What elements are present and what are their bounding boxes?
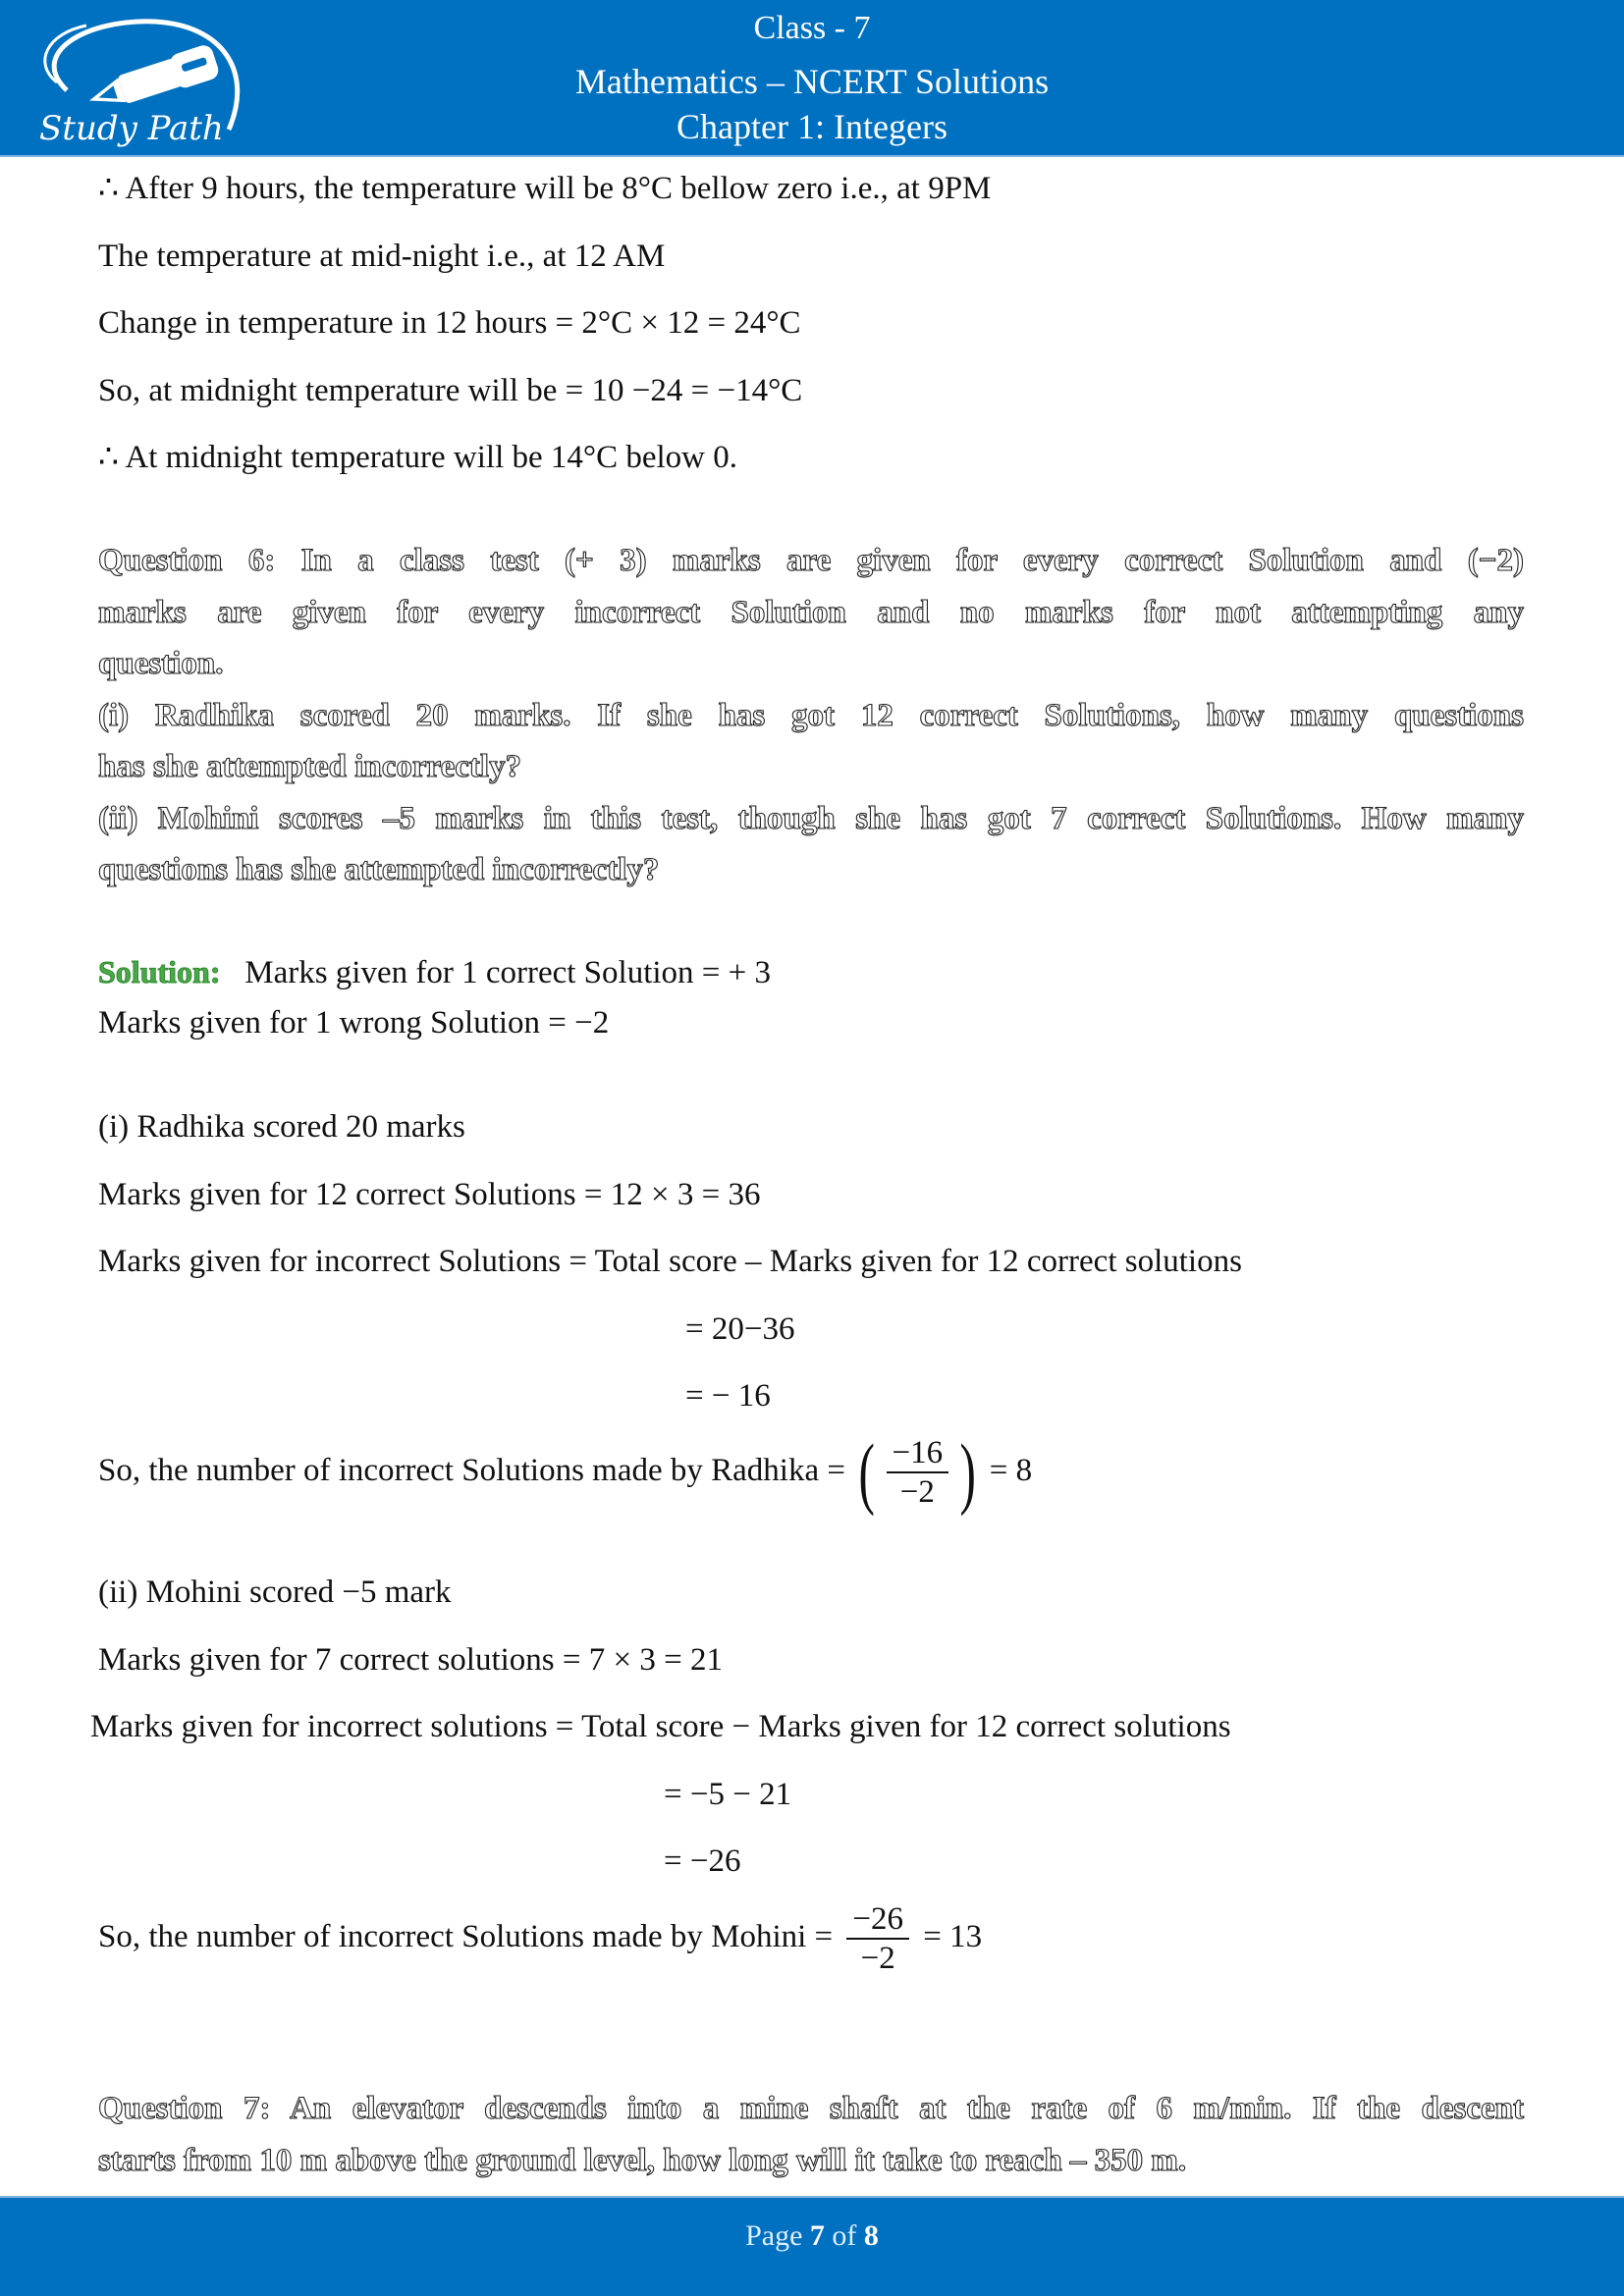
result-line: So, the number of incorrect Solutions made by Radhika = ( $\frac{-16}{-2}$ ) = 8 [98,1427,1033,1518]
equation-step: = − 16 [685,1378,771,1414]
text-line: Marks given for 1 correct Solution = + 3 [244,955,772,990]
text-line: ∴ At midnight temperature will be 14°C below 0. [98,440,738,475]
solution-label: Solution: [98,954,221,989]
svg-text:Study Path: Study Path [39,109,224,148]
current-page: 7 [809,2219,825,2252]
fraction: $\frac{-26}{-2}$ [846,1900,909,1977]
text-line: Marks given for incorrect Solutions = Total score – Marks given for 12 correct solutions [98,1244,1242,1279]
chapter-title: Chapter 1: Integers [677,107,947,146]
text-line: Marks given for incorrect solutions = Total score − Marks given for 12 correct solutions [90,1709,1231,1744]
result-line: So, the number of incorrect Solutions made by Mohini = $\frac{-26}{-2}$ = 13 [98,1901,983,1977]
part-heading: (i) Radhika scored 20 marks [98,1109,465,1145]
question-text: (ii) Mohini scores –5 marks in this test, though she has got 7 correct Solutions. How many [98,800,1524,836]
text-line: ∴ After 9 hours, the temperature will be 8°C bellow zero i.e., at 9PM [98,171,992,206]
text-line: Change in temperature in 12 hours = 2°C × 12 = 24°C [98,305,801,341]
question-text: marks are given for every incorrect Solution and no marks for not attempting any [98,594,1524,630]
text-line: The temperature at mid-night i.e., at 12 AM [98,239,666,274]
equation-step: = −5 − 21 [664,1777,792,1812]
page-header [0,0,1624,157]
question-7 [98,2083,1524,2186]
class-title: Class - 7 [753,10,871,46]
question-text: has she attempted incorrectly? [98,749,522,784]
question-text: (i) Radhika scored 20 marks. If she has got 12 correct Solutions, how many questions [98,697,1524,733]
part-heading: (ii) Mohini scored −5 mark [98,1575,452,1610]
solution-given-line [98,952,771,992]
question-text: Question 7: An elevator descends into a mine shaft at the rate of 6 m/min. If the descent [98,2091,1524,2126]
equation-step: = 20−36 [685,1311,795,1347]
subject-title: Mathematics – NCERT Solutions [574,62,1050,101]
text-line: Marks given for 1 wrong Solution = −2 [98,1005,610,1041]
equation-step: = −26 [664,1843,741,1879]
question-text: starts from 10 m above the ground level, how long will it take to reach – 350 m. [98,2142,1187,2178]
question-text: questions has she attempted incorrectly? [98,852,660,887]
page-indicator: Page 7 of 8 [745,2219,879,2252]
text-line: Marks given for 7 correct solutions = 7 × 3 = 21 [98,1642,723,1678]
question-text: question. [98,646,224,681]
question-6 [98,535,1524,896]
total-pages: 8 [863,2219,879,2252]
text-line: Marks given for 12 correct Solutions = 12 × 3 = 36 [98,1177,761,1212]
text-line: So, at midnight temperature will be = 10 −24 = −14°C [98,373,803,408]
question-text: Question 6: In a class test (+ 3) marks are given for every correct Solution and (−2) [98,543,1524,578]
page-footer [0,2196,1624,2296]
fraction: $\frac{-16}{-2}$ [887,1434,949,1511]
